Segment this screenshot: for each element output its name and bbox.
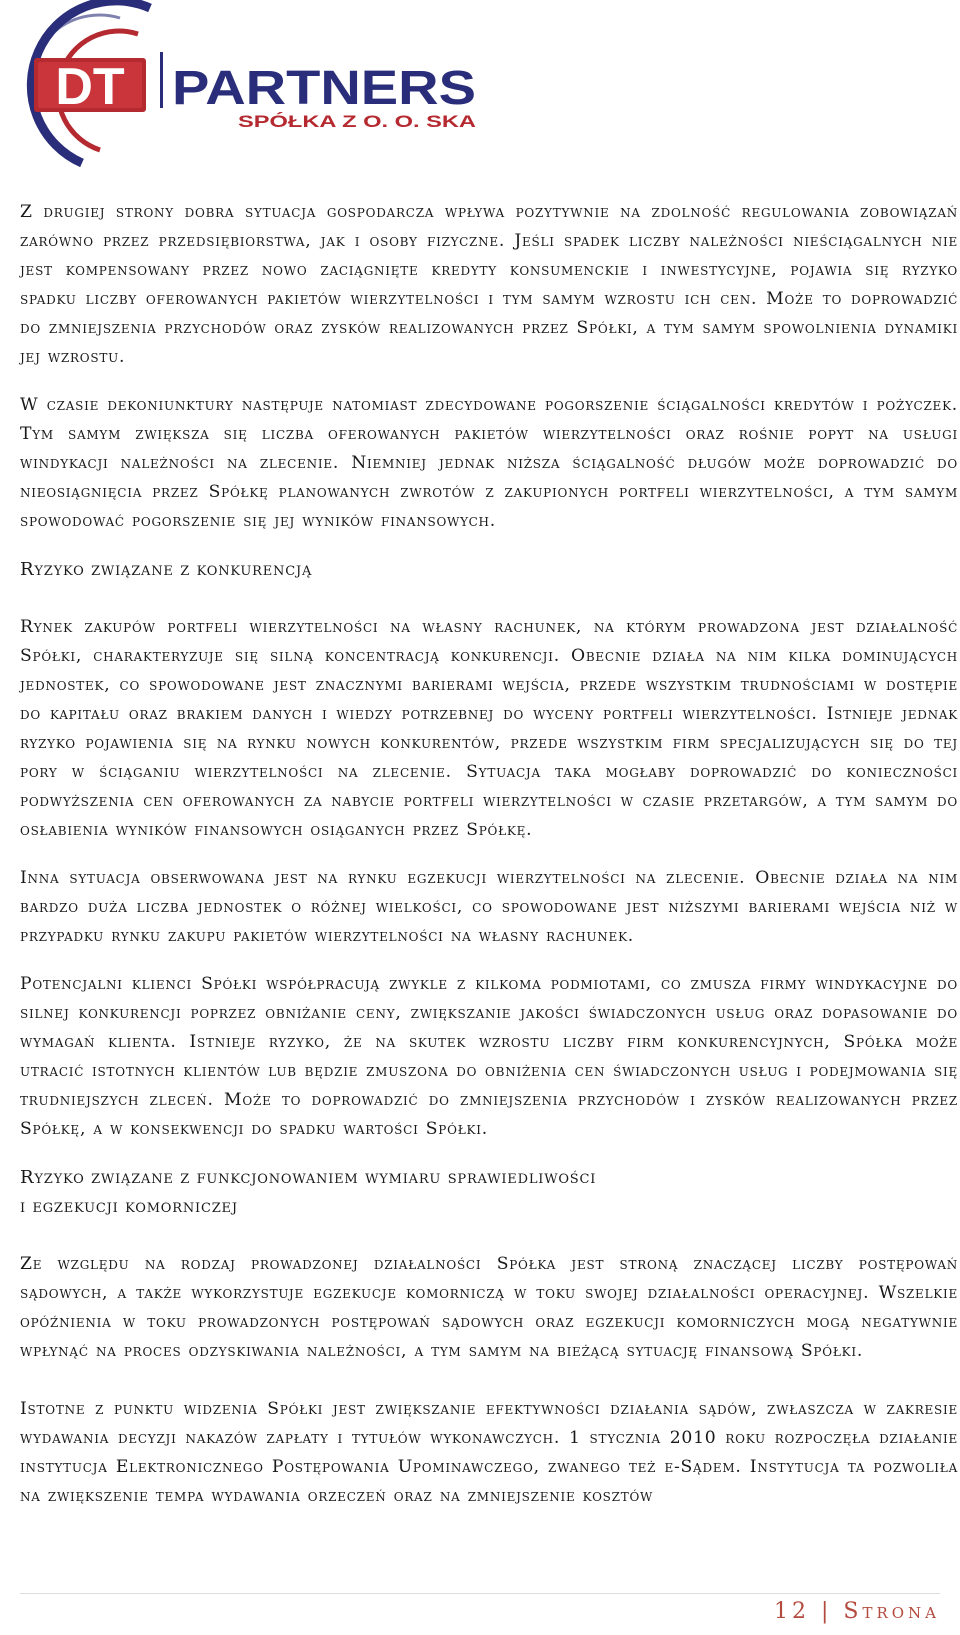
paragraph: Inna sytuacja obserwowana jest na rynku egzekucji wierzytelności na zlecenie. Obecnie działa na nim bardzo duża liczba jednostek o różnej wielkości, co spowodowane jest niższymi barierami wejścia niż w przypadku rynku zakupu pakietów wierzytelności na własny rachunek. [20,868,958,946]
document-body [20,198,958,1511]
section-heading: Ryzyko związane z konkurencją [20,559,313,580]
footer-divider [20,1593,940,1594]
logo-subtitle: SPÓŁKA Z O. O. SKA [238,112,476,131]
paragraph: Istotne z punktu widzenia Spółki jest zwiększanie efektywności działania sądów, zwłaszcza w zakresie wydawania decyzji nakazów zapłaty i tytułów wykonawczych. 1 stycznia 2010 roku rozpoczęła działanie instytucja Elektronicznego Postępowania Upominawczego, zwanego też e-Sądem. Instytucja ta pozwoliła na zwiększenie tempa wydawania orzeczeń oraz na zmniejszenie kosztów [20,1399,958,1506]
logo-dt-text: DT [55,58,125,116]
paragraph: Ze względu na rodzaj prowadzonej działalności Spółka jest stroną znaczącej liczby postępowań sądowych, a także wykorzystuje egzekucje komorniczą w toku swojej działalności operacyjnej. Wszelkie opóźnienia w toku prowadzonych postępowań sądowych oraz egzekucji komorniczych mogą negatywnie wpłynąć na proces odzyskiwania należności, a tym samym na bieżącą sytuację finansową Spółki. [20,1254,958,1361]
logo-partners-text: PARTNERS [172,62,476,115]
company-logo [0,0,500,175]
paragraph: Z drugiej strony dobra sytuacja gospodarcza wpływa pozytywnie na zdolność regulowania zobowiązań zarówno przez przedsiębiorstwa, jak i osoby fizyczne. Jeśli spadek liczby należności nieściągalnych nie jest kompensowany przez nowo zaciągnięte kredyty konsumenckie i inwestycyjne, pojawia się ryzyko spadku liczby oferowanych pakietów wierzytelności i tym samym wzrostu ich cen. Może to doprowadzić do zmniejszenia przychodów oraz zysków realizowanych przez Spółki, a tym samym spowolnienia dynamiki jej wzrostu. [20,202,958,367]
section-heading [20,1163,958,1221]
section-heading-line-2: i egzekucji komorniczej [20,1196,238,1217]
page-footer [774,1599,940,1624]
footer-label: Strona [843,1599,940,1624]
paragraph: W czasie dekoniunktury następuje natomiast zdecydowane pogorszenie ściągalności kredytów i pożyczek. Tym samym zwiększa się liczba oferowanych pakietów wierzytelności oraz rośnie popyt na usługi windykacji należności na zlecenie. Niemniej jednak niższa ściągalność długów może doprowadzić do nieosiągnięcia przez Spółkę planowanych zwrotów z zakupionych portfeli wierzytelności, a tym samym spowodować pogorszenie się jej wyników finansowych. [20,395,958,531]
section-heading-line-1: Ryzyko związane z funkcjonowaniem wymiaru sprawiedliwości [20,1167,597,1188]
paragraph: Potencjalni klienci Spółki współpracują zwykle z kilkoma podmiotami, co zmusza firmy windykacyjne do silnej konkurencji poprzez obniżanie ceny, zwiększanie jakości świadczonych usług oraz dopasowanie do wymagań klienta. Istnieje ryzyko, że na skutek wzrostu liczby firm konkurencyjnych, Spółka może utracić istotnych klientów lub będzie zmuszona do obniżenia cen świadczonych usług i podejmowania się trudniejszych zleceń. Może to doprowadzić do zmniejszenia przychodów i zysków realizowanych przez Spółkę, a w konsekwencji do spadku wartości Spółki. [20,974,958,1139]
footer-separator: | [820,1599,833,1624]
paragraph: Rynek zakupów portfeli wierzytelności na własny rachunek, na którym prowadzona jest działalność Spółki, charakteryzuje się silną koncentracją konkurencji. Obecnie działa na nim kilka dominujących jednostek, co spowodowane jest znacznymi barierami wejścia, przede wszystkim trudnościami w dostępie do kapitału oraz brakiem danych i wiedzy potrzebnej do wyceny portfeli wierzytelności. Istnieje jednak ryzyko pojawienia się na rynku nowych konkurentów, przede wszystkim firm specjalizujących się do tej pory w ściąganiu wierzytelności na zlecenie. Sytuacja taka mogłaby doprowadzić do konieczności podwyższenia cen oferowanych za nabycie portfeli wierzytelności w czasie przetargów, a tym samym do osłabienia wyników finansowych osiąganych przez Spółkę. [20,617,958,840]
logo-divider [160,52,163,108]
page-number: 12 [773,1599,810,1624]
